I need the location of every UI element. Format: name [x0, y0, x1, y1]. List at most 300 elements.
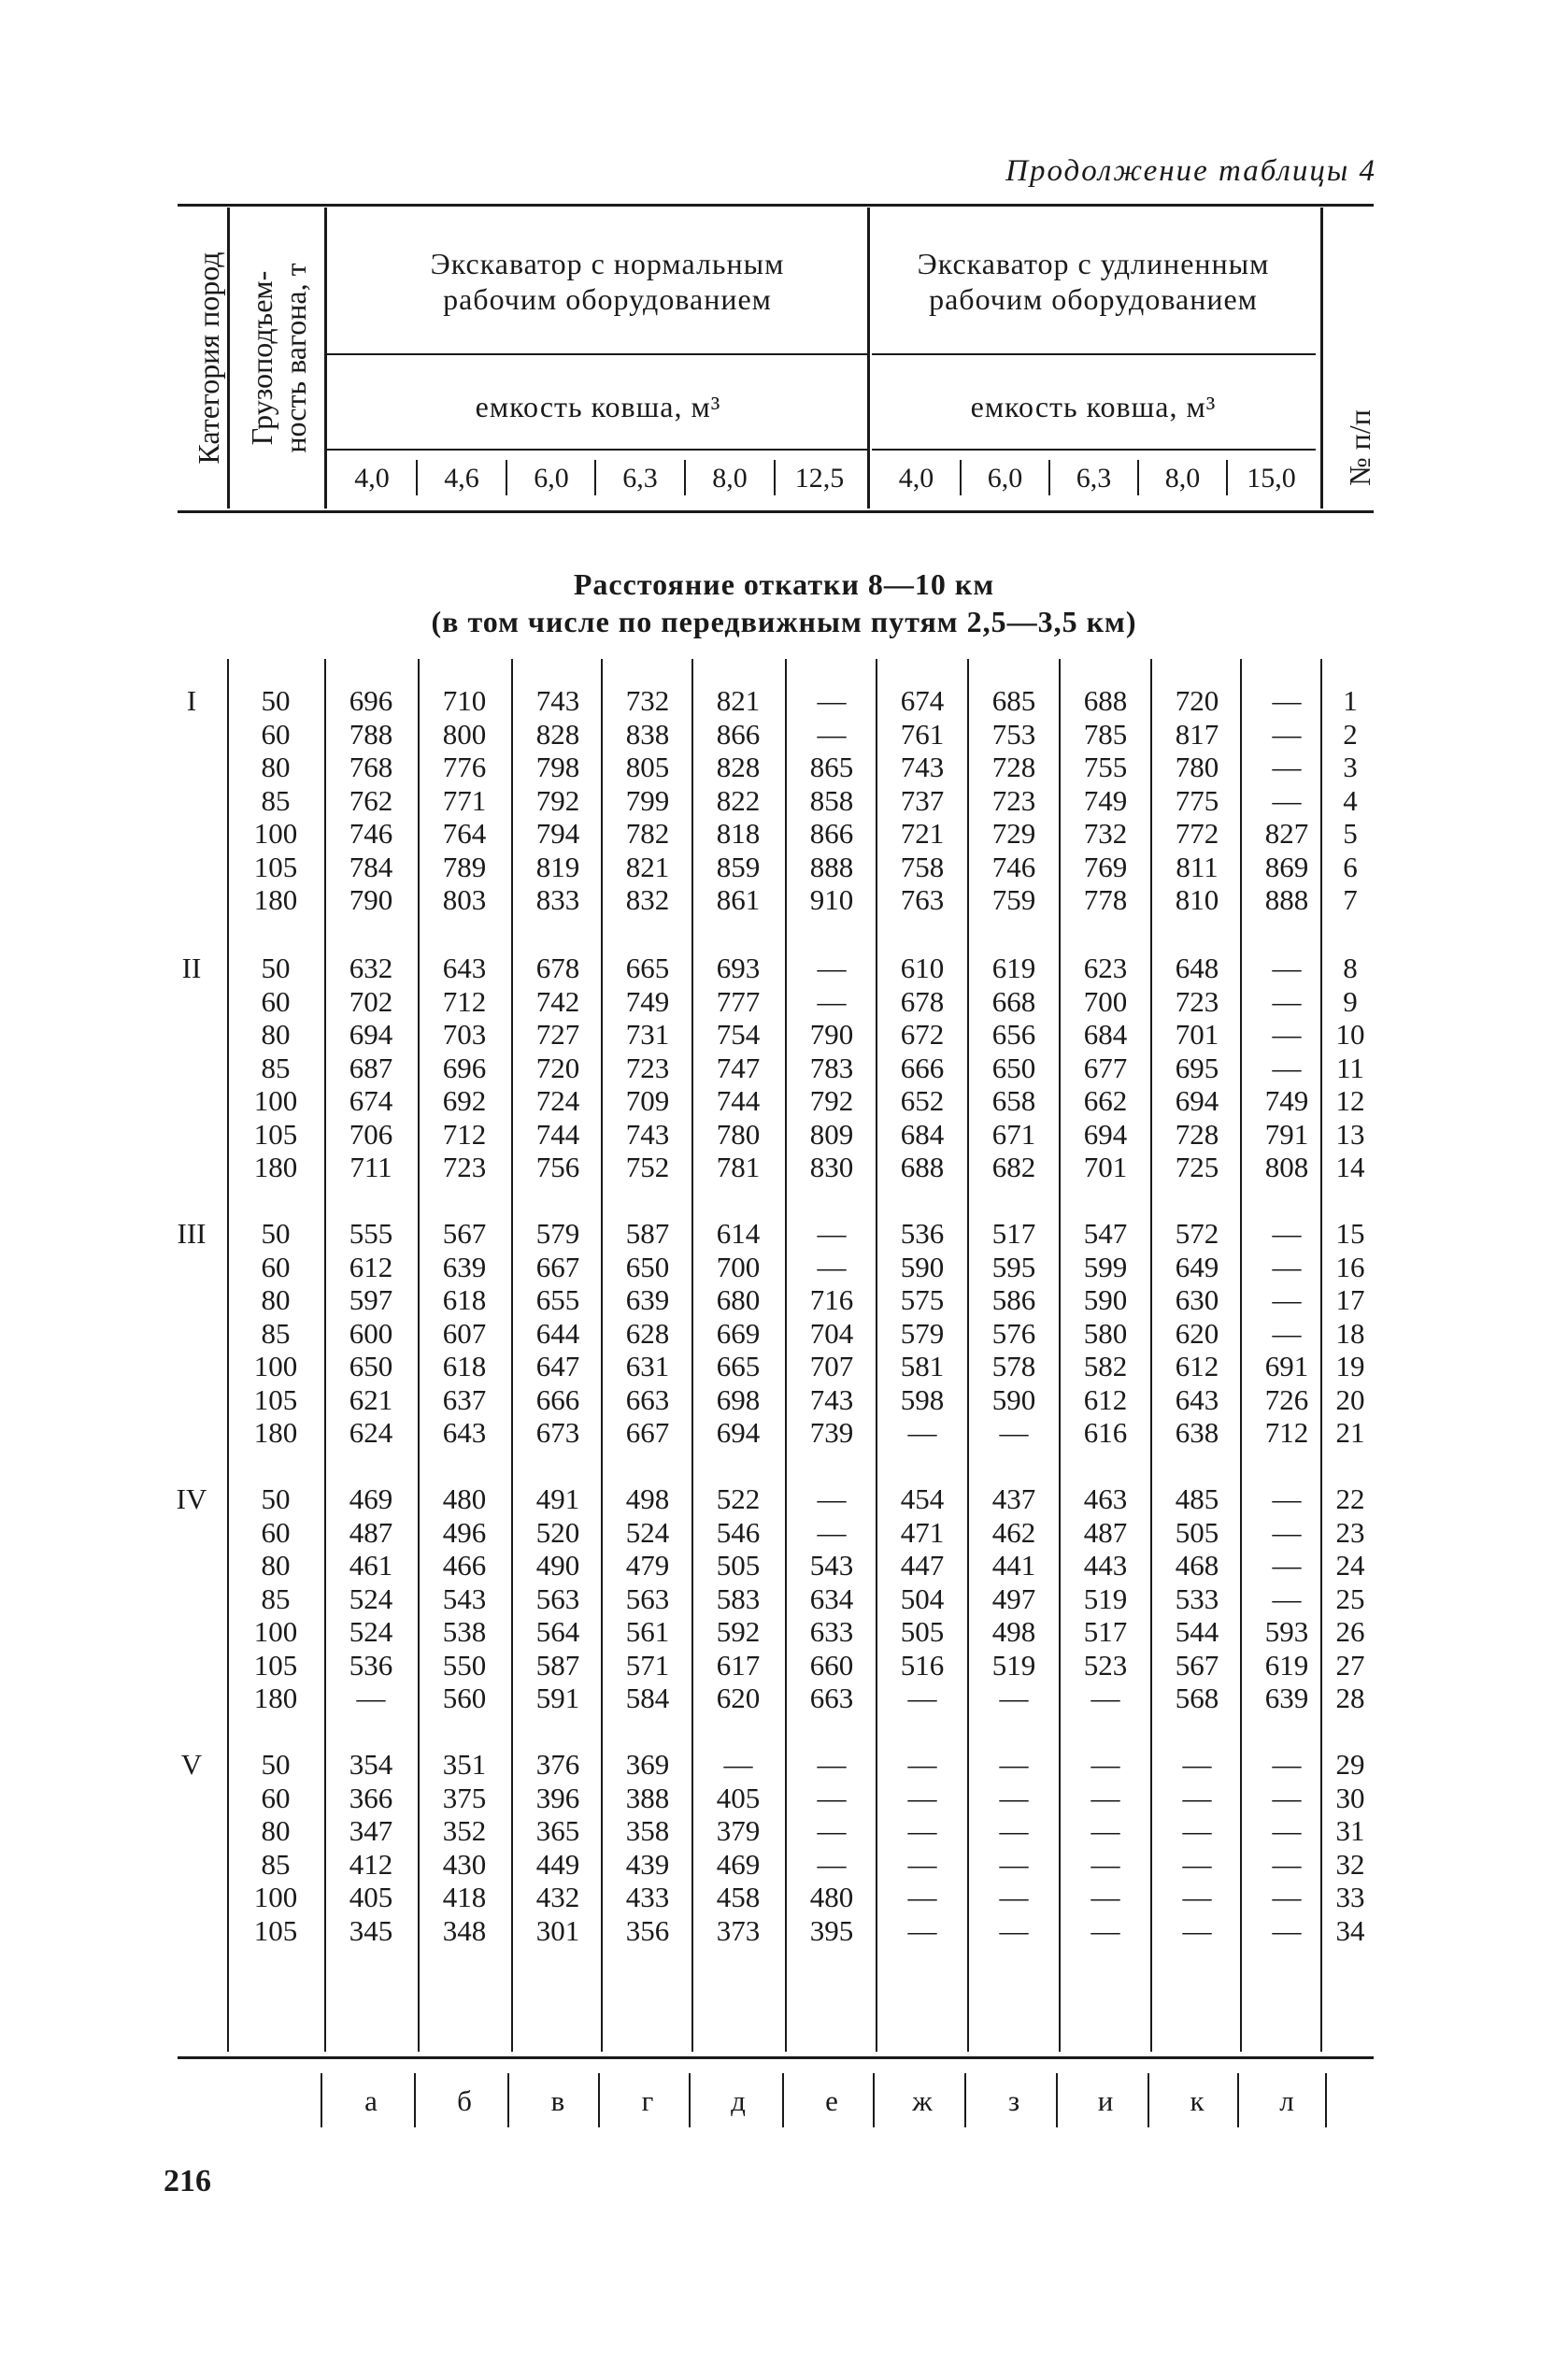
letter-separator [414, 2073, 416, 2127]
body-column-rule [1059, 659, 1061, 2052]
row-number: 30 [1335, 1781, 1365, 1814]
table-cell: 516 [900, 1648, 945, 1682]
table-cell: 749 [1083, 783, 1128, 817]
row-number: 26 [1335, 1615, 1365, 1648]
table-cell: — [907, 1682, 937, 1714]
size-separator [684, 460, 686, 495]
table-cell: 685 [991, 684, 1036, 717]
row-number: 29 [1335, 1748, 1365, 1781]
table-cell: 524 [349, 1582, 393, 1615]
table-cell: — [817, 1250, 847, 1283]
table-cell: 663 [625, 1382, 670, 1416]
table-cell: 762 [349, 783, 393, 817]
table-cell: 369 [625, 1748, 670, 1781]
table-cell: 543 [442, 1582, 487, 1615]
table-cell: 520 [535, 1515, 580, 1549]
load-capacity: 80 [261, 1283, 291, 1316]
row-number: 7 [1343, 883, 1358, 916]
table-cell: 721 [900, 817, 945, 850]
table-cell: — [817, 717, 847, 751]
size-separator [960, 460, 962, 495]
table-cell: 447 [900, 1549, 945, 1582]
table-cell: 587 [535, 1648, 580, 1682]
column-letter: б [457, 2084, 472, 2117]
normal-bucket-size: 8,0 [712, 463, 748, 494]
body-column-rule [691, 659, 693, 2052]
table-cell: 743 [900, 751, 945, 783]
table-cell: 469 [716, 1847, 761, 1881]
letter-separator [1237, 2073, 1239, 2127]
row-number: 23 [1335, 1515, 1365, 1549]
table-cell: 388 [625, 1781, 670, 1814]
row-number: 19 [1335, 1350, 1365, 1382]
table-cell: 810 [1175, 883, 1219, 916]
table-cell: 523 [1083, 1648, 1128, 1682]
table-cell: 650 [349, 1350, 393, 1382]
table-cell: 618 [442, 1350, 487, 1382]
load-capacity: 85 [261, 1582, 291, 1615]
table-cell: — [1272, 684, 1302, 717]
table-cell: 567 [1175, 1648, 1219, 1682]
table-cell: 792 [535, 783, 580, 817]
extended-bucket-size: 6,0 [987, 463, 1023, 494]
body-column-rule [418, 659, 420, 2052]
table-cell: 301 [535, 1913, 580, 1947]
body-column-rule [785, 659, 787, 2052]
section-title [0, 565, 1568, 640]
table-cell: 783 [809, 1051, 854, 1084]
table-cell: 405 [716, 1781, 761, 1814]
table-cell: — [999, 1814, 1029, 1847]
table-cell: 784 [349, 850, 393, 883]
table-cell: — [356, 1682, 386, 1714]
table-cell: 560 [442, 1682, 487, 1714]
table-cell: 461 [349, 1549, 393, 1582]
table-cell: 775 [1175, 783, 1219, 817]
row-number: 14 [1335, 1151, 1365, 1183]
table-cell: 759 [991, 883, 1036, 916]
body-column-rule [876, 659, 877, 2052]
table-cell: 674 [900, 684, 945, 717]
table-cell: 612 [1175, 1350, 1219, 1382]
table-cell: 616 [1083, 1416, 1128, 1449]
load-capacity: 100 [253, 1350, 298, 1382]
row-number: 1 [1343, 684, 1358, 717]
table-cell: 667 [625, 1416, 670, 1449]
normal-bucket-caption: емкость ковша, м³ [475, 390, 721, 423]
table-cell: 637 [442, 1382, 487, 1416]
table-cell: 634 [809, 1582, 854, 1615]
table-cell: 379 [716, 1814, 761, 1847]
table-cell: — [1272, 1051, 1302, 1084]
table-cell: — [1182, 1781, 1212, 1814]
column-letter: д [731, 2084, 746, 2117]
table-cell: 366 [349, 1781, 393, 1814]
row-number: 20 [1335, 1382, 1365, 1416]
table-cell: 701 [1083, 1151, 1128, 1183]
table-cell: 571 [625, 1648, 670, 1682]
capacity-header-line2: ность вагона, т [278, 263, 312, 453]
table-cell: 437 [991, 1482, 1036, 1515]
table-cell: 678 [535, 952, 580, 984]
table-cell: 687 [349, 1051, 393, 1084]
table-cell: 866 [809, 817, 854, 850]
table-cell: 582 [1083, 1350, 1128, 1382]
load-capacity: 50 [261, 952, 291, 984]
table-cell: — [817, 1748, 847, 1781]
table-cell: — [817, 1781, 847, 1814]
table-cell: 418 [442, 1881, 487, 1913]
table-cell: 519 [991, 1648, 1036, 1682]
header-extended-size-rule [872, 449, 1316, 451]
table-cell: 749 [625, 984, 670, 1018]
load-capacity: 100 [253, 1615, 298, 1648]
category-label: I [186, 684, 197, 717]
table-cell: 595 [991, 1250, 1036, 1283]
table-cell: 568 [1175, 1682, 1219, 1714]
load-capacity: 50 [261, 1748, 291, 1781]
category-label: II [181, 952, 202, 984]
table-cell: 693 [716, 952, 761, 984]
table-cell: — [999, 1847, 1029, 1881]
table-cell: 700 [1083, 984, 1128, 1018]
table-cell: 561 [625, 1615, 670, 1648]
table-cell: 643 [442, 952, 487, 984]
table-cell: — [817, 984, 847, 1018]
table-cell: 752 [625, 1151, 670, 1183]
table-cell: — [723, 1748, 753, 1781]
letter-separator [321, 2073, 322, 2127]
table-cell: 788 [349, 717, 393, 751]
table-cell: 631 [625, 1350, 670, 1382]
table-cell: — [1272, 717, 1302, 751]
table-cell: 684 [1083, 1018, 1128, 1051]
extended-bucket-size: 15,0 [1247, 463, 1296, 494]
row-number: 33 [1335, 1881, 1365, 1913]
table-cell: 443 [1083, 1549, 1128, 1582]
table-cell: 710 [442, 684, 487, 717]
table-cell: 720 [535, 1051, 580, 1084]
table-cell: 555 [349, 1217, 393, 1250]
table-cell: 682 [991, 1151, 1036, 1183]
table-cell: 677 [1083, 1051, 1128, 1084]
table-cell: — [1272, 1582, 1302, 1615]
table-cell: 479 [625, 1549, 670, 1582]
table-cell: — [1272, 1515, 1302, 1549]
table-cell: 888 [809, 850, 854, 883]
table-cell: — [1272, 1316, 1302, 1350]
table-cell: 822 [716, 783, 761, 817]
table-cell: 665 [716, 1350, 761, 1382]
table-cell: 866 [716, 717, 761, 751]
table-cell: 498 [625, 1482, 670, 1515]
extended-excavator-title: Экскаватор с удлиненным рабочим оборудованием [917, 247, 1270, 316]
table-cell: 865 [809, 751, 854, 783]
table-cell: 498 [991, 1615, 1036, 1648]
table-cell: — [1272, 751, 1302, 783]
table-cell: 712 [442, 984, 487, 1018]
table-cell: 610 [900, 952, 945, 984]
table-cell: 576 [991, 1316, 1036, 1350]
row-number: 8 [1343, 952, 1358, 984]
table-cell: 590 [900, 1250, 945, 1283]
row-number: 3 [1343, 751, 1358, 783]
table-cell: 590 [991, 1382, 1036, 1416]
load-capacity: 105 [253, 1648, 298, 1682]
table-cell: — [1090, 1913, 1120, 1947]
table-cell: 480 [809, 1881, 854, 1913]
table-cell: — [1090, 1748, 1120, 1781]
table-cell: 487 [1083, 1515, 1128, 1549]
row-number: 15 [1335, 1217, 1365, 1250]
table-cell: 680 [716, 1283, 761, 1316]
load-capacity: 100 [253, 1881, 298, 1913]
table-cell: 547 [1083, 1217, 1128, 1250]
column-letter: л [1279, 2084, 1294, 2117]
body-column-rule [324, 659, 326, 2052]
table-cell: — [1182, 1847, 1212, 1881]
table-cell: — [817, 684, 847, 717]
table-cell: 648 [1175, 952, 1219, 984]
load-capacity: 80 [261, 751, 291, 783]
table-cell: 449 [535, 1847, 580, 1881]
load-capacity: 100 [253, 1084, 298, 1117]
table-cell: 522 [716, 1482, 761, 1515]
table-cell: — [907, 1913, 937, 1947]
table-cell: 700 [716, 1250, 761, 1283]
table-cell: 580 [1083, 1316, 1128, 1350]
table-cell: — [1182, 1814, 1212, 1847]
table-cell: 769 [1083, 850, 1128, 883]
row-number: 17 [1335, 1283, 1365, 1316]
row-number: 32 [1335, 1847, 1365, 1881]
table-cell: — [1272, 1283, 1302, 1316]
table-cell: 490 [535, 1549, 580, 1582]
table-cell: 656 [991, 1018, 1036, 1051]
load-capacity: 105 [253, 1913, 298, 1947]
table-cell: 764 [442, 817, 487, 850]
row-number: 34 [1335, 1913, 1365, 1947]
table-cell: 471 [900, 1515, 945, 1549]
table-cell: 517 [1083, 1615, 1128, 1648]
table-cell: — [1272, 1217, 1302, 1250]
table-cell: 694 [1175, 1084, 1219, 1117]
body-column-rule [227, 659, 229, 2052]
row-number: 16 [1335, 1250, 1365, 1283]
table-cell: 584 [625, 1682, 670, 1714]
table-cell: 671 [991, 1117, 1036, 1151]
body-column-rule [511, 659, 513, 2052]
load-capacity: 105 [253, 850, 298, 883]
table-cell: — [1272, 1748, 1302, 1781]
table-cell: 910 [809, 883, 854, 916]
table-cell: 821 [716, 684, 761, 717]
table-cell: 663 [809, 1682, 854, 1714]
table-cell: 620 [1175, 1316, 1219, 1350]
table-cell: 694 [716, 1416, 761, 1449]
header-normal-size-rule [327, 449, 867, 451]
row-number: 28 [1335, 1682, 1365, 1714]
table-cell: 505 [1175, 1515, 1219, 1549]
table-cell: 524 [625, 1515, 670, 1549]
category-label: IV [176, 1482, 207, 1515]
table-cell: — [999, 1913, 1029, 1947]
normal-excavator-title: Экскаватор с нормальным рабочим оборудованием [430, 247, 785, 316]
table-cell: 550 [442, 1648, 487, 1682]
row-number: 9 [1343, 984, 1358, 1018]
table-cell: 639 [1264, 1682, 1309, 1714]
table-cell: — [1272, 1549, 1302, 1582]
table-cell: 412 [349, 1847, 393, 1881]
table-cell: 731 [625, 1018, 670, 1051]
table-cell: 458 [716, 1881, 761, 1913]
table-cell: — [1272, 984, 1302, 1018]
table-cell: 790 [809, 1018, 854, 1051]
table-cell: 524 [349, 1615, 393, 1648]
row-number: 11 [1336, 1051, 1364, 1084]
table-cell: 819 [535, 850, 580, 883]
table-cell: 587 [625, 1217, 670, 1250]
table-cell: 395 [809, 1913, 854, 1947]
table-cell: 707 [809, 1350, 854, 1382]
table-cell: 805 [625, 751, 670, 783]
table-cell: 441 [991, 1549, 1036, 1582]
table-cell: 647 [535, 1350, 580, 1382]
table-cell: 798 [535, 751, 580, 783]
table-cell: 828 [535, 717, 580, 751]
table-cell: 727 [535, 1018, 580, 1051]
table-cell: 592 [716, 1615, 761, 1648]
table-cell: 593 [1264, 1615, 1309, 1648]
table-cell: 704 [809, 1316, 854, 1350]
load-capacity: 180 [253, 1682, 298, 1714]
table-cell: 754 [716, 1018, 761, 1051]
table-cell: 536 [349, 1648, 393, 1682]
table-cell: 469 [349, 1482, 393, 1515]
table-cell: 496 [442, 1515, 487, 1549]
table-cell: — [1182, 1748, 1212, 1781]
letter-separator [507, 2073, 509, 2127]
letter-separator [782, 2073, 784, 2127]
table-cell: 694 [1083, 1117, 1128, 1151]
table-cell: 811 [1176, 850, 1219, 883]
table-cell: 692 [442, 1084, 487, 1117]
header-divider-3 [867, 208, 870, 508]
table-cell: 791 [1264, 1117, 1309, 1151]
table-cell: 345 [349, 1913, 393, 1947]
extended-bucket-size: 6,3 [1076, 463, 1112, 494]
size-separator [416, 460, 418, 495]
table-cell: 724 [535, 1084, 580, 1117]
table-cell: — [907, 1881, 937, 1913]
table-cell: 643 [1175, 1382, 1219, 1416]
table-cell: 430 [442, 1847, 487, 1881]
load-capacity: 85 [261, 1316, 291, 1350]
table-cell: — [999, 1881, 1029, 1913]
table-cell: 780 [1175, 751, 1219, 783]
table-cell: 726 [1264, 1382, 1309, 1416]
table-cell: 575 [900, 1283, 945, 1316]
table-cell: 666 [900, 1051, 945, 1084]
table-cell: 869 [1264, 850, 1309, 883]
table-cell: 432 [535, 1881, 580, 1913]
body-column-rule [967, 659, 969, 2052]
table-cell: 405 [349, 1881, 393, 1913]
table-cell: 785 [1083, 717, 1128, 751]
table-cell: 771 [442, 783, 487, 817]
table-cell: 619 [991, 952, 1036, 984]
body-column-rule [1240, 659, 1242, 2052]
row-number: 12 [1335, 1084, 1365, 1117]
load-capacity: 180 [253, 1416, 298, 1449]
table-cell: 586 [991, 1283, 1036, 1316]
table-cell: 702 [349, 984, 393, 1018]
table-cell: 352 [442, 1814, 487, 1847]
normal-bucket-size: 6,3 [622, 463, 658, 494]
table-cell: — [1182, 1913, 1212, 1947]
table-cell: 723 [991, 783, 1036, 817]
table-cell: 630 [1175, 1283, 1219, 1316]
table-cell: 639 [442, 1250, 487, 1283]
load-capacity: 60 [261, 1250, 291, 1283]
column-letter: з [1007, 2084, 1020, 2117]
table-cell: 348 [442, 1913, 487, 1947]
table-cell: 691 [1264, 1350, 1309, 1382]
letter-separator [1147, 2073, 1149, 2127]
table-cell: 776 [442, 751, 487, 783]
table-bottom-rule [178, 2056, 1374, 2059]
table-cell: 519 [1083, 1582, 1128, 1615]
letter-separator [873, 2073, 875, 2127]
table-cell: 763 [900, 883, 945, 916]
table-cell: 628 [625, 1316, 670, 1350]
row-number: 18 [1335, 1316, 1365, 1350]
letter-separator [1056, 2073, 1058, 2127]
table-cell: 643 [442, 1416, 487, 1449]
table-cell: 433 [625, 1881, 670, 1913]
table-cell: 792 [809, 1084, 854, 1117]
category-label: III [177, 1217, 207, 1250]
table-cell: — [1272, 1781, 1302, 1814]
table-cell: 650 [625, 1250, 670, 1283]
table-cell: — [1272, 1482, 1302, 1515]
table-cell: 633 [809, 1615, 854, 1648]
load-capacity: 50 [261, 684, 291, 717]
table-cell: 747 [716, 1051, 761, 1084]
table-cell: 781 [716, 1151, 761, 1183]
table-cell: 454 [900, 1482, 945, 1515]
load-capacity: 105 [253, 1117, 298, 1151]
table-cell: 614 [716, 1217, 761, 1250]
table-cell: — [817, 952, 847, 984]
table-cell: — [1272, 1913, 1302, 1947]
table-cell: 668 [991, 984, 1036, 1018]
header-divider-1 [227, 208, 230, 508]
table-cell: 365 [535, 1814, 580, 1847]
table-cell: 578 [991, 1350, 1036, 1382]
header-normal-mid-rule [327, 353, 867, 355]
body-column-rule [1150, 659, 1152, 2052]
table-cell: 695 [1175, 1051, 1219, 1084]
table-cell: 772 [1175, 817, 1219, 850]
normal-bucket-size: 4,0 [354, 463, 390, 494]
table-cell: — [1090, 1781, 1120, 1814]
header-bottom-rule [178, 510, 1374, 513]
table-cell: 667 [535, 1250, 580, 1283]
table-cell: 725 [1175, 1151, 1219, 1183]
table-cell: 600 [349, 1316, 393, 1350]
table-cell: 373 [716, 1913, 761, 1947]
